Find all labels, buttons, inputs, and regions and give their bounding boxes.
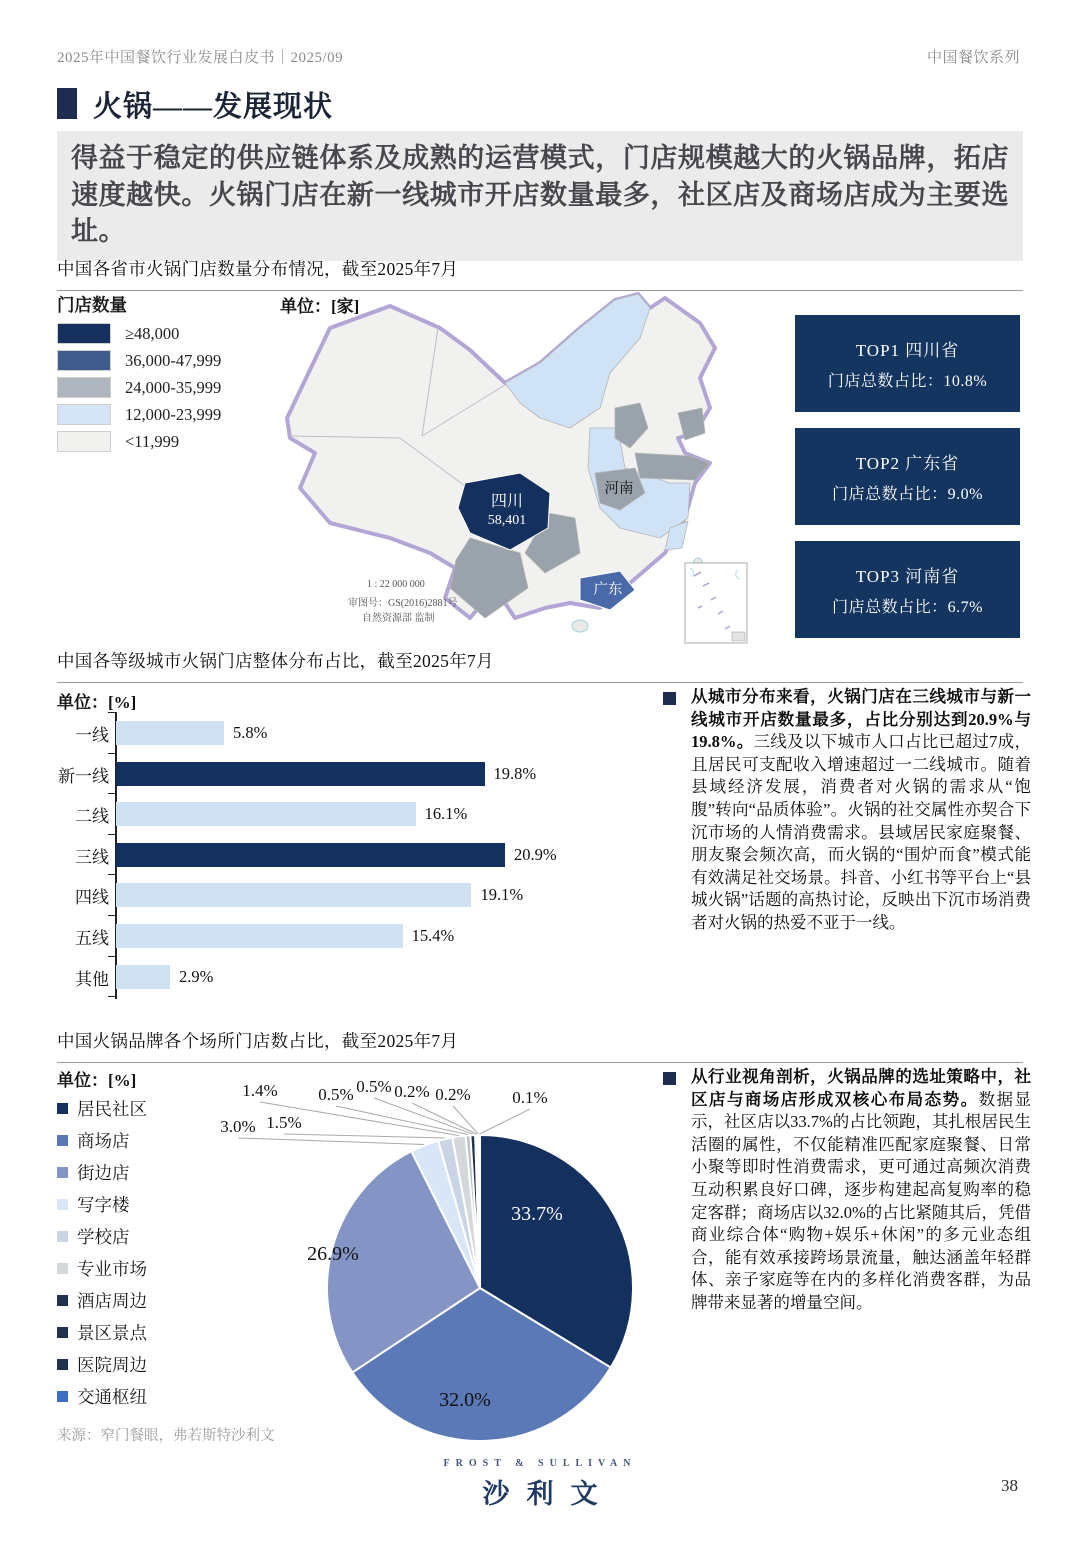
bar-category-label: 三线 [75, 847, 109, 867]
pie-legend [57, 1092, 147, 1412]
location-pie-chart [200, 1068, 680, 1450]
legend-swatch [57, 323, 111, 344]
pie-callout-label: 0.1% [512, 1088, 548, 1107]
map-section-title: 中国各省市火锅门店数量分布情况，截至2025年7月 [57, 256, 1023, 291]
axis-tick [108, 753, 116, 754]
bar-category-label: 二线 [75, 807, 109, 827]
legend-label: 街边店 [77, 1162, 130, 1183]
map-legend-title: 门店数量 [57, 295, 127, 315]
key-message-box: 得益于稳定的供应链体系及成熟的运营模式，门店规模越大的火锅品牌，拓店速度越快。火锅门店在新一线城市开店数量最多，社区店及商场店成为主要选址。 [57, 131, 1023, 261]
legend-swatch [57, 1231, 68, 1242]
bar-value-label: 2.9% [178, 966, 214, 986]
legend-swatch [57, 1327, 68, 1338]
legend-label: 商场店 [77, 1130, 130, 1151]
insight-text [691, 1066, 1031, 1315]
bar-category-label: 四线 [75, 888, 109, 908]
pie-unit-label: 单位：[%] [57, 1071, 137, 1090]
top-box-rank: TOP2 广东省 [855, 454, 960, 473]
logo-english-text: FROST & SULLIVAN [443, 1458, 637, 1469]
legend-label: 居民社区 [77, 1098, 147, 1119]
bullet-square-icon [663, 692, 676, 705]
map-unit-label: 单位：[家] [280, 297, 360, 316]
bar-unit-label: 单位：[%] [57, 693, 137, 712]
axis-tick [108, 874, 116, 875]
legend-label: ≥48,000 [125, 323, 180, 343]
bar [116, 762, 485, 786]
city-tier-bar-chart [57, 710, 677, 1004]
label-sichuan: 四川 [490, 493, 524, 510]
map-legend-item [57, 347, 221, 374]
header-right: 中国餐饮系列 [926, 50, 1020, 66]
pie-slice [479, 1135, 480, 1288]
top-box-share: 门店总数占比：9.0% [832, 486, 983, 503]
map-approval: 审图号：GS(2016)2881号 [348, 598, 458, 609]
logo-chinese-text: 沙利文 [482, 1479, 615, 1509]
legend-swatch [57, 1135, 68, 1146]
pie-callout-label: 0.2% [394, 1082, 430, 1101]
axis-tick [108, 834, 116, 835]
title-marker [57, 88, 77, 119]
legend-swatch [57, 1167, 68, 1178]
pie-legend-item [57, 1124, 147, 1156]
legend-swatch [57, 1359, 68, 1370]
legend-label: 交通枢纽 [77, 1386, 147, 1407]
pie-inner-label: 26.9% [307, 1243, 359, 1265]
pie-callout-label: 0.5% [356, 1077, 392, 1096]
china-map [270, 288, 750, 648]
bar-value-label: 15.4% [411, 926, 455, 945]
insight-bold: 从行业视角剖析，火锅品牌的选址策略中，社区店与商场店形成双核心布局态势。 [691, 1067, 1031, 1109]
bar [116, 965, 170, 989]
legend-label: 学校店 [77, 1226, 130, 1247]
axis-tick [108, 712, 116, 713]
bar-category-label: 其他 [75, 969, 109, 989]
bar-value-label: 16.1% [424, 804, 468, 824]
bar-value-label: 19.8% [493, 763, 537, 783]
bar [116, 883, 471, 907]
insight-rest: 三线及以下城市人口占比已超过7成，且居民可支配收入增速超过一二线城市。随着县域经济发展，消费者对火锅的需求从“饱腹”转向“品质体验”。火锅的社交属性亦契合下沉市场的人情消费需求。县域居民家庭聚餐、朋友聚会频次高，而火锅的“围炉而食”模式能有效满足社交场景。抖音、小红书等平台上“县城火锅”话题的高热讨论，反映出下沉市场消费者对火锅的热爱不亚于一线。 [691, 732, 1032, 932]
legend-swatch [57, 377, 111, 398]
pie-legend-item [57, 1092, 147, 1124]
pie-legend-item [57, 1348, 147, 1380]
axis-tick [108, 793, 116, 794]
legend-label: <11,999 [125, 431, 180, 451]
insight-rest: 数据显示，社区店以33.7%的占比领跑，其扎根居民生活圈的属性，不仅能精准匹配家庭聚餐、日常小聚等即时性消费需求，更可通过高频次消费互动积累良好口碑，逐步构建起高复购率的稳定客群；商场店以32.0%的占比紧随其后，凭借商业综合体“购物+娱乐+休闲”的多元业态组合，能有效承接跨场景流量，触达涵盖年轻群体、亲子家庭等在内的多样化消费客群，为品牌带来显著的增量空间。 [691, 1089, 1032, 1312]
pie-leader-line [284, 1134, 445, 1138]
top-box-share: 门店总数占比：10.8% [827, 373, 988, 390]
pie-legend-item [57, 1284, 147, 1316]
pie-legend-item [57, 1220, 147, 1252]
legend-swatch [57, 404, 111, 425]
legend-swatch [57, 350, 111, 371]
legend-swatch [57, 1391, 68, 1402]
source-note: 来源：窄门餐眼，弗若斯特沙利文 [57, 1428, 275, 1444]
pie-callout-label: 1.4% [242, 1081, 278, 1100]
top-box [795, 315, 1020, 412]
map-legend-item [57, 428, 221, 455]
insight-block-city [663, 686, 1031, 935]
legend-label: 36,000-47,999 [125, 350, 222, 370]
legend-label: 酒店周边 [77, 1290, 147, 1311]
legend-swatch [57, 431, 111, 452]
pie-section-title: 中国火锅品牌各个场所门店数占比，截至2025年7月 [57, 1028, 1023, 1063]
pie-legend-item [57, 1316, 147, 1348]
map-scale: 1 : 22 000 000 [367, 579, 425, 590]
top-ranking-boxes [795, 315, 1020, 637]
axis-tick [108, 996, 116, 997]
axis-tick [108, 956, 116, 957]
map-legend-item [57, 374, 221, 401]
bar-category-label: 五线 [75, 929, 109, 948]
map-credit: 自然资源部 监制 [362, 613, 435, 624]
region-hainan [572, 620, 588, 632]
map-legend-item [57, 320, 221, 347]
insight-text [691, 686, 1031, 935]
bar-category-label: 新一线 [58, 766, 109, 786]
legend-label: 医院周边 [77, 1354, 147, 1375]
legend-swatch [57, 1263, 68, 1274]
legend-label: 24,000-35,999 [125, 377, 222, 397]
pie-inner-label: 33.7% [511, 1203, 563, 1225]
pie-leader-line [238, 1138, 424, 1145]
axis-tick [108, 915, 116, 916]
pie-legend-item [57, 1156, 147, 1188]
pie-callout-label: 0.2% [435, 1085, 471, 1104]
legend-label: 专业市场 [77, 1258, 147, 1279]
pie-leader-line [480, 1109, 531, 1134]
bar-value-label: 20.9% [514, 844, 557, 864]
label-guangdong: 广东 [593, 582, 623, 598]
bar [116, 924, 403, 948]
legend-label: 12,000-23,999 [125, 404, 222, 424]
bar-value-label: 19.1% [480, 885, 524, 905]
bar [116, 721, 224, 745]
legend-swatch [57, 1199, 68, 1210]
legend-label: 写字楼 [77, 1194, 130, 1215]
legend-swatch [57, 1295, 68, 1306]
sea-inset [685, 563, 747, 643]
pie-callout-label: 3.0% [220, 1117, 256, 1136]
page-number: 38 [1001, 1476, 1018, 1495]
map-legend-item [57, 401, 221, 428]
frost-sullivan-logo [0, 1458, 1080, 1511]
bar [116, 802, 416, 826]
pie-legend-item [57, 1188, 147, 1220]
insight-block-location [663, 1066, 1031, 1315]
pie-inner-label: 32.0% [439, 1389, 491, 1411]
top-box [795, 428, 1020, 525]
label-henan: 河南 [604, 481, 634, 497]
page-title: 火锅——发展现状 [93, 91, 334, 123]
legend-swatch [57, 1103, 68, 1114]
pie-legend-item [57, 1380, 147, 1412]
top-box [795, 541, 1020, 638]
legend-label: 景区景点 [77, 1322, 147, 1343]
bar-category-label: 一线 [75, 726, 109, 745]
top-box-rank: TOP1 四川省 [855, 341, 960, 360]
header-left: 2025年中国餐饮行业发展白皮书｜2025/09 [57, 50, 344, 66]
top-box-share: 门店总数占比：6.7% [832, 599, 983, 616]
label-sichuan-value: 58,401 [487, 513, 527, 528]
pie-callout-label: 1.5% [266, 1113, 302, 1132]
bar-section-title: 中国各等级城市火锅门店整体分布占比，截至2025年7月 [57, 648, 1023, 683]
bar-value-label: 5.8% [232, 723, 268, 742]
bar [116, 843, 505, 867]
top-box-rank: TOP3 河南省 [855, 567, 960, 586]
pie-callout-label: 0.5% [318, 1085, 354, 1104]
map-legend [57, 320, 221, 455]
pie-leader-line [453, 1106, 478, 1134]
bullet-square-icon [663, 1072, 676, 1085]
insight-bold: 从城市分布来看，火锅门店在三线城市与新一线城市开店数量最多，占比分别达到20.9%与19.8%。 [691, 687, 1031, 752]
pie-legend-item [57, 1252, 147, 1284]
